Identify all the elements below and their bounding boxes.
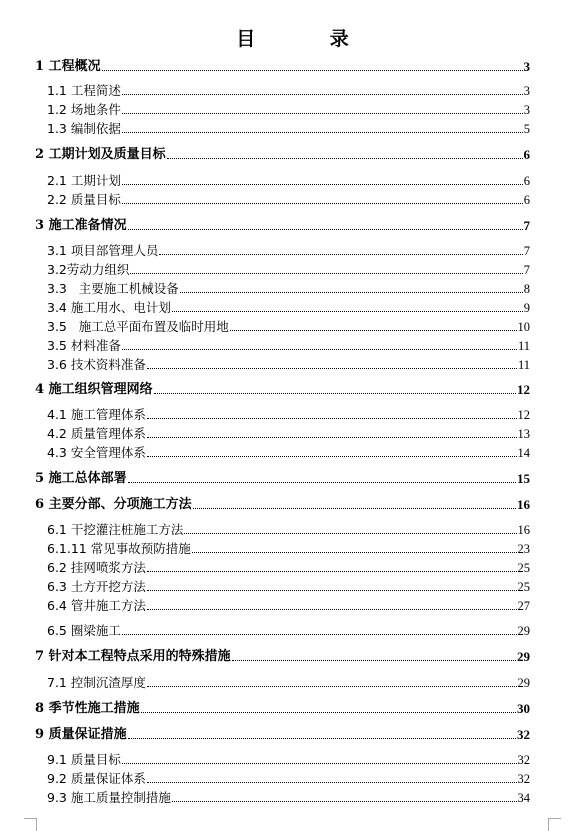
toc-page-number: 32 [517, 727, 530, 742]
toc-page-number: 6 [523, 193, 530, 207]
toc-dot-leader [122, 184, 523, 185]
toc-dot-leader [147, 609, 517, 610]
toc-section-entry[interactable] [47, 770, 530, 787]
page-corner-mark-right [548, 818, 561, 831]
toc-dot-leader [154, 393, 516, 394]
toc-dot-leader [147, 782, 517, 783]
toc-page-number: 11 [517, 358, 530, 372]
toc-dot-leader [230, 330, 517, 331]
toc-page-number: 3 [523, 59, 530, 74]
toc-dot-leader [147, 418, 517, 419]
toc-dot-leader [193, 508, 516, 509]
toc-dot-leader [130, 273, 522, 274]
toc-page-number: 29 [517, 649, 530, 664]
toc-chapter-entry[interactable] [35, 648, 530, 665]
toc-entry-label: 9 质量保证措施 [35, 727, 127, 742]
toc-entry-label: 7 针对本工程特点采用的特殊措施 [35, 649, 231, 664]
toc-chapter-entry[interactable] [35, 496, 530, 513]
toc-page-number: 32 [517, 772, 530, 786]
toc-section-entry[interactable] [47, 299, 530, 316]
toc-section-entry[interactable] [47, 242, 530, 259]
toc-dot-leader [147, 368, 517, 369]
toc-section-entry[interactable] [47, 280, 530, 297]
toc-entry-label: 5 施工总体部署 [35, 471, 127, 486]
toc-page-number: 10 [517, 320, 530, 334]
toc-dot-leader [141, 712, 516, 713]
toc-entry-label: 6.1 干挖灌注桩施工方法 [47, 522, 184, 537]
toc-entry-label: 7.1 控制沉渣厚度 [47, 675, 146, 690]
toc-chapter-entry[interactable] [35, 381, 530, 398]
toc-section-entry[interactable] [47, 540, 530, 557]
toc-entry-label: 2.2 质量目标 [47, 192, 121, 207]
toc-dot-leader [122, 94, 523, 95]
toc-entry-label: 9.1 质量目标 [47, 752, 121, 767]
toc-entry-label: 3.5 材料准备 [47, 338, 121, 353]
toc-chapter-entry[interactable] [35, 58, 530, 75]
toc-dot-leader [147, 686, 517, 687]
toc-page-number: 29 [517, 676, 530, 690]
toc-dot-leader [172, 801, 517, 802]
toc-entry-label: 6.1.11 常见事故预防措施 [47, 541, 191, 556]
toc-page-number: 7 [523, 263, 530, 277]
toc-entry-label: 2.1 工期计划 [47, 173, 121, 188]
toc-dot-leader [128, 482, 516, 483]
toc-section-entry[interactable] [47, 521, 530, 538]
toc-entry-label: 6.3 土方开挖方法 [47, 579, 146, 594]
toc-page-number: 6 [523, 174, 530, 188]
toc-page-number: 9 [523, 301, 530, 315]
toc-section-entry[interactable] [47, 444, 530, 461]
toc-page-number: 16 [517, 523, 530, 537]
toc-entry-label: 6.2 挂网喷浆方法 [47, 560, 146, 575]
toc-section-entry[interactable] [47, 172, 530, 189]
toc-section-entry[interactable] [47, 751, 530, 768]
toc-entry-label: 6.5 圈梁施工 [47, 623, 121, 638]
toc-entry-label: 3.1 项目部管理人员 [47, 243, 159, 258]
toc-page-number: 30 [517, 701, 530, 716]
toc-entry-label: 4.3 安全管理体系 [47, 445, 146, 460]
toc-entry-label: 8 季节性施工措施 [35, 701, 140, 716]
toc-entry-label: 4.1 施工管理体系 [47, 407, 146, 422]
toc-section-entry[interactable] [47, 622, 530, 639]
toc-page-number: 32 [517, 753, 530, 767]
toc-page-number: 14 [517, 446, 530, 460]
toc-entry-label: 9.3 施工质量控制措施 [47, 790, 171, 805]
toc-page-number: 5 [523, 122, 530, 136]
toc-entry-label: 4 施工组织管理网络 [35, 382, 153, 397]
toc-page-number: 7 [523, 218, 530, 233]
toc-page-number: 12 [517, 408, 530, 422]
toc-page-number: 11 [517, 339, 530, 353]
toc-entry-label: 6.4 管井施工方法 [47, 598, 146, 613]
toc-entry-label: 1.3 编制依据 [47, 121, 121, 136]
toc-dot-leader [159, 254, 522, 255]
toc-dot-leader [122, 203, 523, 204]
toc-dot-leader [128, 229, 523, 230]
toc-section-entry[interactable] [47, 191, 530, 208]
toc-page-number: 29 [517, 624, 530, 638]
toc-page-number: 8 [523, 282, 530, 296]
toc-page-number: 13 [517, 427, 530, 441]
toc-dot-leader [128, 738, 516, 739]
toc-page-number: 3 [523, 84, 530, 98]
toc-page-number: 34 [517, 791, 530, 805]
toc-chapter-entry[interactable] [35, 700, 530, 717]
toc-dot-leader [167, 158, 523, 159]
toc-dot-leader [147, 437, 517, 438]
toc-entry-label: 3.6 技术资料准备 [47, 357, 146, 372]
toc-entry-label: 1.2 场地条件 [47, 102, 121, 117]
toc-section-entry[interactable] [47, 261, 530, 278]
toc-section-entry[interactable] [47, 356, 530, 373]
toc-section-entry[interactable] [47, 789, 530, 806]
toc-page-number: 7 [523, 244, 530, 258]
toc-entry-label: 9.2 质量保证体系 [47, 771, 146, 786]
toc-page-number: 23 [517, 542, 530, 556]
toc-page-number: 25 [517, 580, 530, 594]
toc-dot-leader [180, 292, 523, 293]
toc-section-entry[interactable] [47, 559, 530, 576]
toc-page-number: 12 [517, 382, 530, 397]
toc-dot-leader [192, 552, 517, 553]
toc-section-entry[interactable] [47, 674, 530, 691]
toc-title: 目 录 [236, 28, 383, 50]
toc-entry-label: 1.1 工程简述 [47, 83, 121, 98]
toc-section-entry[interactable] [47, 82, 530, 99]
toc-dot-leader [232, 660, 516, 661]
toc-section-entry[interactable] [47, 425, 530, 442]
toc-section-entry[interactable] [47, 406, 530, 423]
toc-section-entry[interactable] [47, 101, 530, 118]
toc-section-entry[interactable] [47, 597, 530, 614]
toc-dot-leader [102, 70, 523, 71]
toc-dot-leader [172, 311, 523, 312]
toc-dot-leader [122, 763, 517, 764]
toc-section-entry[interactable] [47, 120, 530, 137]
toc-section-entry[interactable] [47, 318, 530, 335]
toc-entry-label: 3.2劳动力组织 [47, 262, 130, 277]
toc-entry-label: 4.2 质量管理体系 [47, 426, 146, 441]
toc-page-number: 16 [517, 497, 530, 512]
toc-chapter-entry[interactable] [35, 726, 530, 743]
toc-dot-leader [122, 349, 517, 350]
toc-page-number: 25 [517, 561, 530, 575]
toc-section-entry[interactable] [47, 337, 530, 354]
toc-chapter-entry[interactable] [35, 146, 530, 163]
toc-chapter-entry[interactable] [35, 470, 530, 487]
page-corner-mark-left [24, 818, 37, 831]
toc-entry-label: 3 施工准备情况 [35, 218, 127, 233]
toc-page-number: 3 [523, 103, 530, 117]
toc-page-number: 27 [517, 599, 530, 613]
toc-dot-leader [147, 590, 517, 591]
toc-dot-leader [122, 634, 517, 635]
toc-chapter-entry[interactable] [35, 217, 530, 234]
toc-dot-leader [184, 533, 516, 534]
toc-dot-leader [147, 456, 517, 457]
toc-entry-label: 6 主要分部、分项施工方法 [35, 497, 192, 512]
toc-dot-leader [122, 132, 523, 133]
toc-section-entry[interactable] [47, 578, 530, 595]
toc-dot-leader [147, 571, 517, 572]
toc-entry-label: 1 工程概况 [35, 59, 101, 74]
toc-entry-label: 3.5 施工总平面布置及临时用地 [47, 319, 229, 334]
toc-dot-leader [122, 113, 523, 114]
toc-entry-label: 3.4 施工用水、电计划 [47, 300, 171, 315]
toc-entry-label: 2 工期计划及质量目标 [35, 147, 166, 162]
toc-entry-label: 3.3 主要施工机械设备 [47, 281, 179, 296]
toc-page-number: 15 [517, 471, 530, 486]
toc-page-number: 6 [523, 147, 530, 162]
